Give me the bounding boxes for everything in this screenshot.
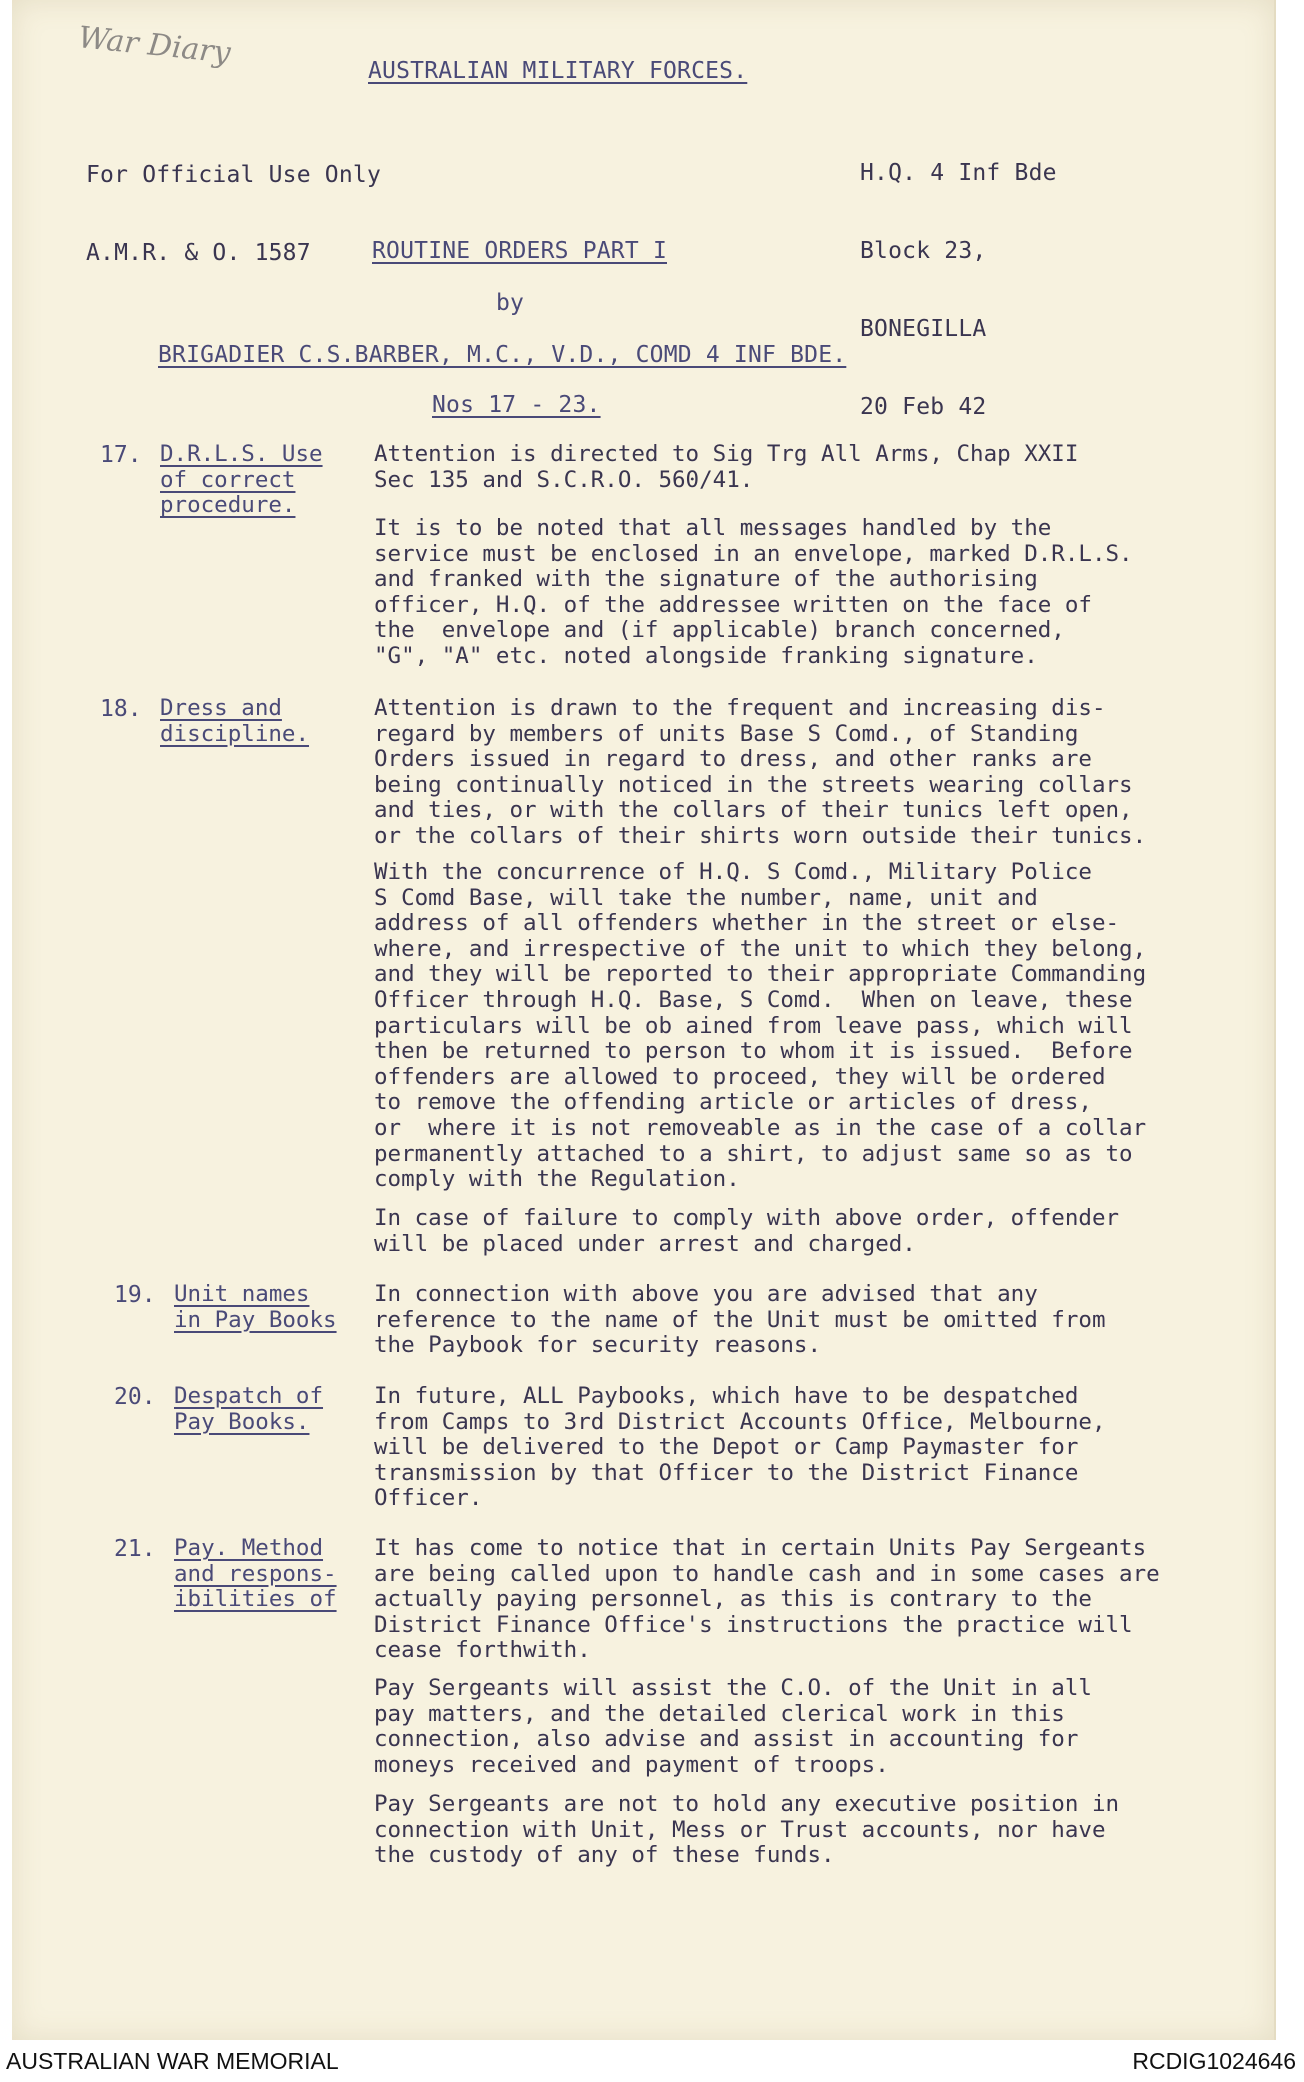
paragraph-line: from Camps to 3rd District Accounts Office, Melbourne, xyxy=(374,1408,1106,1435)
order-number: 19. xyxy=(114,1282,156,1308)
paragraph-line: S Comd Base, will take the number, name, unit and xyxy=(374,884,1038,911)
order-heading-line: Pay. Method xyxy=(174,1535,324,1561)
paragraph-line: and they will be reported to their appropriate Commanding xyxy=(374,961,1147,988)
order-paragraph xyxy=(374,1384,1274,1512)
issuer-line: BRIGADIER C.S.BARBER, M.C., V.D., COMD 4 INF BDE. xyxy=(158,342,847,368)
order-paragraph xyxy=(374,1206,1274,1257)
paragraph-line: Attention is drawn to the frequent and increasing dis- xyxy=(374,695,1106,721)
paragraph-line: service must be enclosed in an envelope, marked D.R.L.S. xyxy=(374,540,1133,567)
official-use-block xyxy=(86,110,381,318)
paragraph-line: Pay Sergeants will assist the C.O. of the Unit in all xyxy=(374,1675,1092,1701)
order-paragraph xyxy=(374,1536,1274,1664)
header-right-line: H.Q. 4 Inf Bde xyxy=(860,160,1057,186)
paragraph-line: Sec 135 and S.C.R.O. 560/41. xyxy=(374,466,754,493)
paragraph-line: permanently attached to a shirt, to adjust same so as to xyxy=(374,1140,1133,1167)
paragraph-line: reference to the name of the Unit must be omitted from xyxy=(374,1306,1106,1333)
header-left-line: A.M.R. & O. 1587 xyxy=(86,240,311,266)
footer-catalogue-id: RCDIG1024646 xyxy=(1132,2048,1296,2074)
order-numbers: Nos 17 - 23. xyxy=(432,392,601,418)
order-heading-line: Unit names xyxy=(174,1281,310,1307)
order-number: 20. xyxy=(114,1384,156,1410)
paragraph-line: or where it is not removeable as in the case of a collar xyxy=(374,1114,1147,1141)
header-right-line: 20 Feb 42 xyxy=(860,394,987,420)
paragraph-line: It is to be noted that all messages handled by the xyxy=(374,515,1052,541)
paragraph-line: officer, H.Q. of the addressee written on the face of xyxy=(374,591,1092,618)
order-paragraph xyxy=(374,1282,1274,1359)
order-heading xyxy=(174,1282,337,1333)
paragraph-line: to remove the offending article or articles of dress, xyxy=(374,1089,1092,1116)
order-heading-line: discipline. xyxy=(160,720,310,747)
order-heading xyxy=(160,696,309,747)
paragraph-line: connection with Unit, Mess or Trust accounts, nor have xyxy=(374,1816,1106,1843)
order-heading-line: Dress and xyxy=(160,695,282,721)
footer-institution: AUSTRALIAN WAR MEMORIAL xyxy=(6,2048,339,2074)
order-paragraph xyxy=(374,860,1274,1193)
paragraph-line: connection, also advise and assist in accounting for xyxy=(374,1726,1079,1753)
order-heading xyxy=(174,1536,337,1613)
paragraph-line: being continually noticed in the streets wearing collars xyxy=(374,771,1133,798)
pencil-annotation: War Diary xyxy=(76,20,233,71)
document-page xyxy=(12,0,1276,2040)
paragraph-line: regard by members of units Base S Comd., of Standing xyxy=(374,720,1079,747)
paragraph-line: then be returned to person to whom it is issued. Before xyxy=(374,1038,1133,1065)
paragraph-line: particulars will be ob ained from leave pass, which will xyxy=(374,1012,1133,1039)
order-heading xyxy=(160,442,323,519)
paragraph-line: Officer through H.Q. Base, S Comd. When on leave, these xyxy=(374,986,1133,1013)
order-heading-line: of correct xyxy=(160,466,296,493)
paragraph-line: and ties, or with the collars of their tunics left open, xyxy=(374,797,1133,824)
paragraph-line: In future, ALL Paybooks, which have to be despatched xyxy=(374,1383,1079,1409)
paragraph-line: will be placed under arrest and charged. xyxy=(374,1230,916,1257)
paragraph-line: transmission by that Officer to the District Finance xyxy=(374,1459,1079,1486)
paragraph-line: the Paybook for security reasons. xyxy=(374,1332,822,1359)
order-number: 21. xyxy=(114,1536,156,1562)
paragraph-line: Attention is directed to Sig Trg All Arms, Chap XXII xyxy=(374,441,1079,467)
order-paragraph xyxy=(374,442,1274,493)
order-heading xyxy=(174,1384,323,1435)
paragraph-line: where, and irrespective of the unit to which they belong, xyxy=(374,935,1147,962)
paragraph-line: "G", "A" etc. noted alongside franking signature. xyxy=(374,642,1038,669)
paragraph-line: will be delivered to the Depot or Camp Paymaster for xyxy=(374,1434,1079,1461)
paragraph-line: In case of failure to comply with above order, offender xyxy=(374,1205,1120,1231)
paragraph-line: or the collars of their shirts worn outside their tunics. xyxy=(374,822,1147,849)
order-heading-line: in Pay Books xyxy=(174,1306,337,1333)
paragraph-line: District Finance Office's instructions the practice will xyxy=(374,1611,1133,1638)
paragraph-line: With the concurrence of H.Q. S Comd., Military Police xyxy=(374,859,1092,885)
paragraph-line: and franked with the signature of the authorising xyxy=(374,566,1038,593)
order-heading-line: ibilities of xyxy=(174,1586,337,1613)
header-left-line: For Official Use Only xyxy=(86,162,381,188)
header-right-line: BONEGILLA xyxy=(860,316,987,342)
orders-title: ROUTINE ORDERS PART I xyxy=(372,238,667,264)
paragraph-line: the envelope and (if applicable) branch concerned, xyxy=(374,617,1065,644)
paragraph-line: comply with the Regulation. xyxy=(374,1166,740,1193)
order-heading-line: D.R.L.S. Use xyxy=(160,441,323,467)
order-paragraph xyxy=(374,696,1274,850)
paragraph-line: address of all offenders whether in the street or else- xyxy=(374,910,1120,937)
address-block xyxy=(860,108,1057,472)
document-title: AUSTRALIAN MILITARY FORCES. xyxy=(368,58,748,84)
archive-footer xyxy=(0,2040,1304,2082)
paragraph-line: pay matters, and the detailed clerical work in this xyxy=(374,1700,1065,1727)
paragraph-line: are being called upon to handle cash and in some cases are xyxy=(374,1560,1160,1587)
order-heading-line: Despatch of xyxy=(174,1383,324,1409)
order-heading-line: Pay Books. xyxy=(174,1408,310,1435)
order-number: 18. xyxy=(100,696,142,722)
paragraph-line: It has come to notice that in certain Units Pay Sergeants xyxy=(374,1535,1147,1561)
header-right-line: Block 23, xyxy=(860,238,987,264)
paragraph-line: offenders are allowed to proceed, they will be ordered xyxy=(374,1063,1106,1090)
order-paragraph xyxy=(374,1676,1274,1778)
paragraph-line: moneys received and payment of troops. xyxy=(374,1751,889,1778)
order-paragraph xyxy=(374,1792,1274,1869)
by-line: by xyxy=(496,290,525,316)
paragraph-line: In connection with above you are advised that any xyxy=(374,1281,1038,1307)
paragraph-line: Orders issued in regard to dress, and other ranks are xyxy=(374,746,1092,773)
paragraph-line: Pay Sergeants are not to hold any executive position in xyxy=(374,1791,1120,1817)
order-heading-line: procedure. xyxy=(160,492,296,519)
order-paragraph xyxy=(374,516,1274,670)
paragraph-line: cease forthwith. xyxy=(374,1637,591,1664)
order-number: 17. xyxy=(100,442,142,468)
paragraph-line: the custody of any of these funds. xyxy=(374,1842,835,1869)
order-heading-line: and respons- xyxy=(174,1560,337,1587)
paragraph-line: Officer. xyxy=(374,1485,483,1512)
paragraph-line: actually paying personnel, as this is contrary to the xyxy=(374,1586,1092,1613)
